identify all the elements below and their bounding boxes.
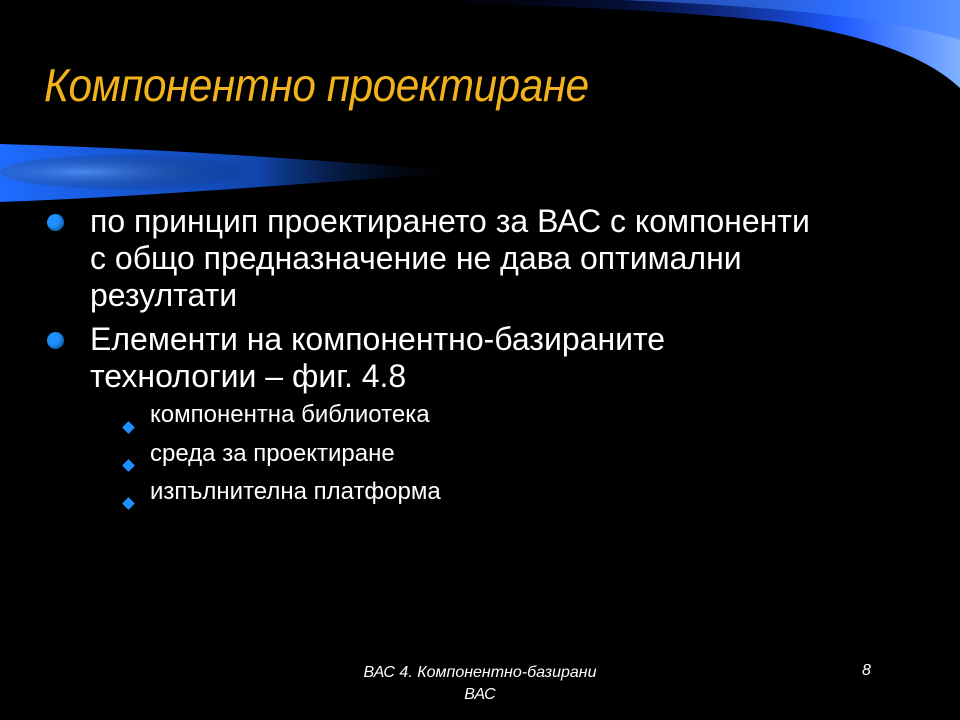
- circle-bullet-icon: [47, 214, 64, 231]
- page-number: 8: [862, 662, 871, 679]
- footer-caption: [320, 662, 640, 706]
- bullet-line: с общо предназначение не дава оптимални: [90, 240, 742, 276]
- circle-bullet-icon: [47, 332, 64, 349]
- bullet-line: технологии – фиг. 4.8: [90, 358, 407, 394]
- footer-line: ВАС: [464, 686, 496, 703]
- bullet-item: [90, 203, 950, 314]
- footer-line: ВАС 4. Компонентно-базирани: [363, 664, 597, 681]
- slide-title: Компонентно проектиране: [44, 59, 589, 111]
- bullet-line: по принцип проектирането за ВАС с компоненти: [90, 203, 810, 239]
- sub-bullet-item: среда за проектиране: [150, 440, 395, 467]
- diamond-bullet-icon: [122, 459, 135, 472]
- bullet-line: резултати: [90, 277, 238, 313]
- diamond-bullet-icon: [122, 497, 135, 510]
- diamond-bullet-icon: [122, 421, 135, 434]
- bullet-item: [90, 321, 950, 395]
- bullet-line: Елементи на компонентно-базираните: [90, 321, 666, 357]
- sub-bullet-item: компонентна библиотека: [150, 401, 430, 428]
- sub-bullet-item: изпълнителна платформа: [150, 478, 441, 505]
- decorative-swoosh-middle: [0, 130, 470, 210]
